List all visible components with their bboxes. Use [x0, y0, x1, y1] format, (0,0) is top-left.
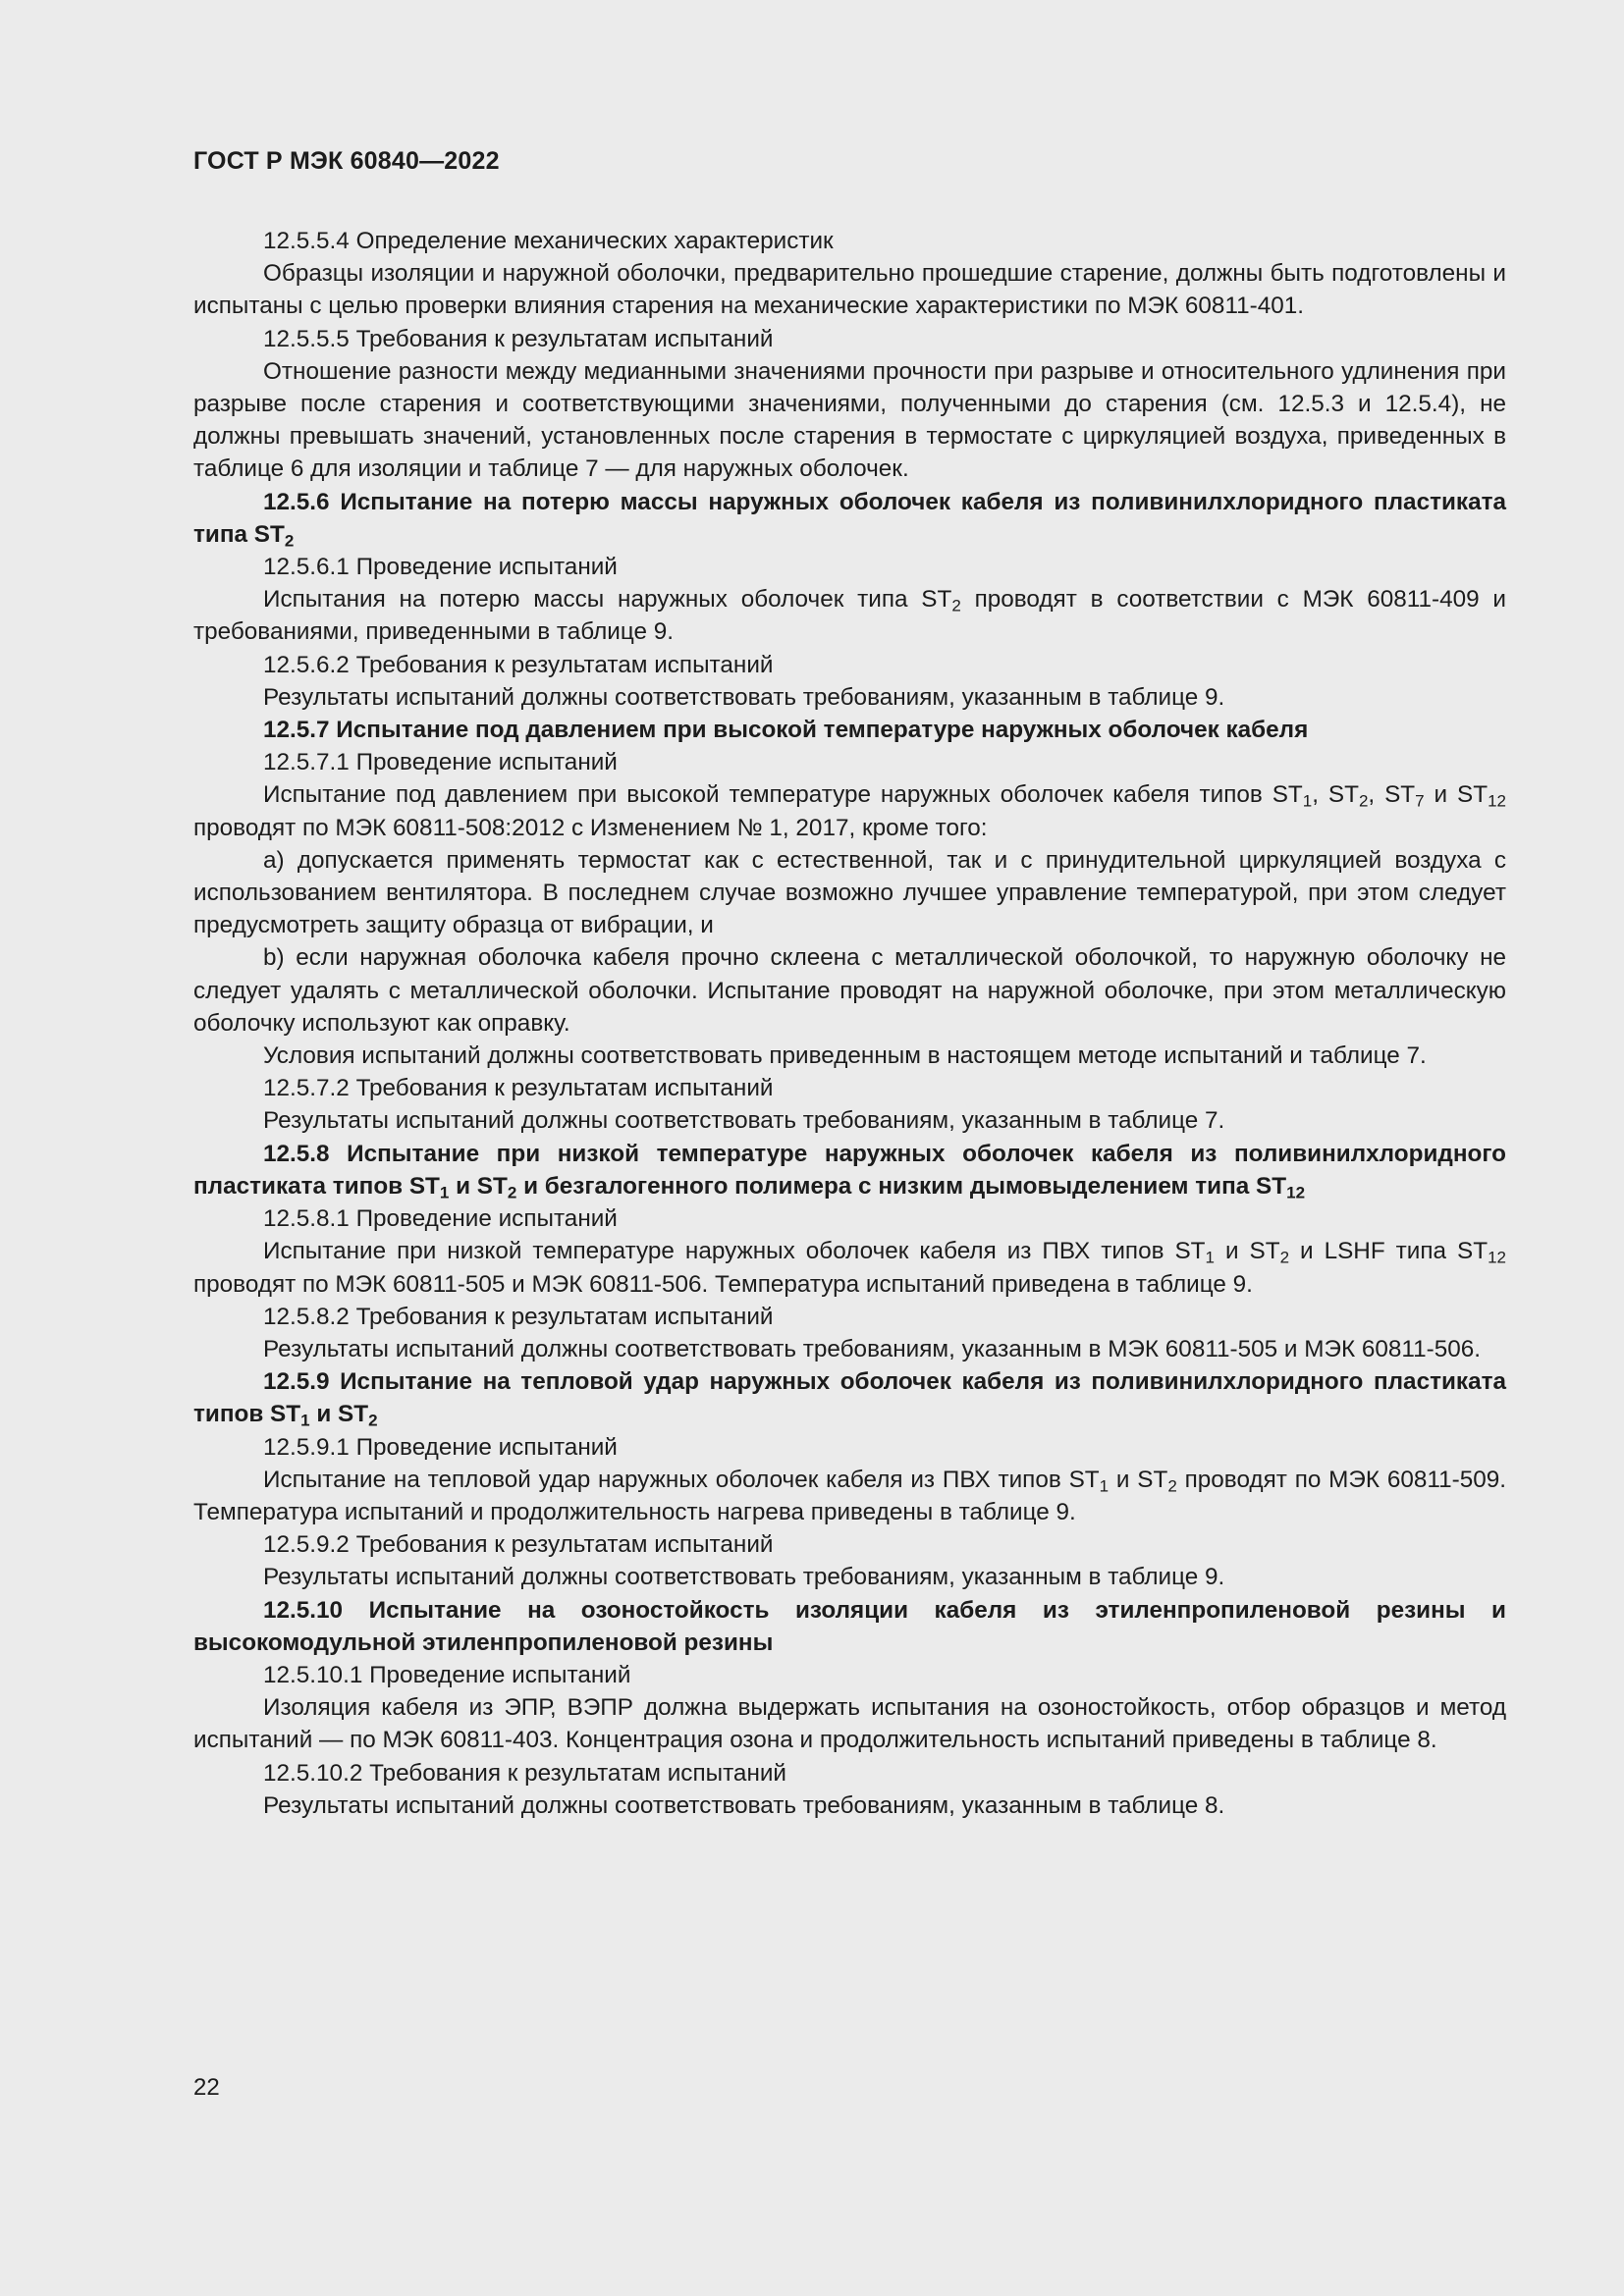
subsection-heading: 12.5.9.1 Проведение испытаний	[263, 1433, 618, 1461]
paragraph: Результаты испытаний должны соответствовать требованиям, указанным в таблице 9.	[263, 683, 1225, 711]
paragraph: Образцы изоляции и наружной оболочки, предварительно прошедшие старение, должны быть подготовлены и испытаны с целью проверки влияния старения на механические характеристики по МЭК 60811-401.	[193, 260, 1506, 320]
section-heading: 12.5.8 Испытание при низкой температуре наружных оболочек кабеля из поливинилхлоридного пластиката типов $ST_1$ и $ST_2$ и безгалогенного полимера с низким дымовыделением типа $ST_{12}$	[193, 1140, 1506, 1202]
subsection-heading: 12.5.8.1 Проведение испытаний	[263, 1205, 618, 1233]
section-heading: 12.5.7 Испытание под давлением при высокой температуре наружных оболочек кабеля	[263, 717, 1309, 744]
subsection-heading: 12.5.7.2 Требования к результатам испытаний	[263, 1075, 774, 1102]
list-item: a) допускается применять термостат как с естественной, так и с принудительной циркуляцией воздуха с использованием вентилятора. В последнем случае возможно лучшее управление температурой, при этом следует предусмотреть защиту образца от вибрации, и	[193, 846, 1506, 939]
subsection-heading: 12.5.10.2 Требования к результатам испытаний	[263, 1759, 787, 1787]
section-heading: 12.5.9 Испытание на тепловой удар наружных оболочек кабеля из поливинилхлоридного пластиката типов $ST_1$ и $ST_2$	[193, 1368, 1506, 1430]
paragraph: Результаты испытаний должны соответствовать требованиям, указанным в таблице 7.	[263, 1107, 1225, 1135]
section-heading: 12.5.6 Испытание на потерю массы наружных оболочек кабеля из поливинилхлоридного пластиката типа $ST_2$	[193, 488, 1506, 551]
document-body	[193, 225, 1506, 1822]
subsection-heading: 12.5.6.1 Проведение испытаний	[263, 554, 618, 581]
paragraph: Результаты испытаний должны соответствовать требованиям, указанным в таблице 8.	[263, 1791, 1225, 1819]
list-item: b) если наружная оболочка кабеля прочно склеена с металлической оболочкой, то наружную оболочку не следует удалять с металлической оболочки. Испытание проводят на наружной оболочке, при этом металлическую оболочку используют как оправку.	[193, 944, 1506, 1037]
subsection-heading: 12.5.7.1 Проведение испытаний	[263, 749, 618, 776]
paragraph: Результаты испытаний должны соответствовать требованиям, указанным в МЭК 60811-505 и МЭК 60811-506.	[263, 1335, 1482, 1362]
document-header: ГОСТ Р МЭК 60840—2022	[193, 147, 500, 175]
paragraph: Испытание при низкой температуре наружных оболочек кабеля из ПВХ типов $ST_1$ и $ST_2$ и LSHF типа $ST_{12}$ проводят по МЭК 60811-505 и МЭК 60811-506. Температура испытаний приведена в таблице 9.	[193, 1238, 1506, 1298]
paragraph: Отношение разности между медианными значениями прочности при разрыве и относительного удлинения при разрыве после старения и соответствующими значениями, полученными до старения (см. 12.5.3 и 12.5.4), не должны превышать значений, установленных после старения в термостате с циркуляцией воздуха, приведенных в таблице 6 для изоляции и таблице 7 — для наружных оболочек.	[193, 357, 1506, 483]
paragraph: Испытания на потерю массы наружных оболочек типа $ST_2$ проводят в соответствии с МЭК 60811-409 и требованиями, приведенными в таблице 9.	[193, 586, 1506, 646]
subsection-heading: 12.5.6.2 Требования к результатам испытаний	[263, 651, 774, 678]
paragraph: Условия испытаний должны соответствовать приведенным в настоящем методе испытаний и таблице 7.	[263, 1042, 1427, 1070]
paragraph: Испытание на тепловой удар наружных оболочек кабеля из ПВХ типов $ST_1$ и $ST_2$ проводят по МЭК 60811-509. Температура испытаний и продолжительность нагрева приведены в таблице 9.	[193, 1466, 1506, 1525]
paragraph: Результаты испытаний должны соответствовать требованиям, указанным в таблице 9.	[263, 1564, 1225, 1591]
subsection-heading: 12.5.10.1 Проведение испытаний	[263, 1661, 631, 1688]
subsection-heading: 12.5.5.5 Требования к результатам испытаний	[263, 325, 774, 352]
page-number: 22	[193, 2074, 220, 2101]
subsection-heading: 12.5.9.2 Требования к результатам испытаний	[263, 1531, 774, 1559]
paragraph: Испытание под давлением при высокой температуре наружных оболочек кабеля типов $ST_1$, $ST_2$, $ST_7$ и $ST_{12}$ проводят по МЭК 60811-508:2012 с Изменением № 1, 2017, кроме того:	[193, 781, 1506, 841]
subsection-heading: 12.5.5.4 Определение механических характеристик	[263, 228, 834, 254]
paragraph: Изоляция кабеля из ЭПР, ВЭПР должна выдержать испытания на озоностойкость, отбор образцов и метод испытаний — по МЭК 60811-403. Концентрация озона и продолжительность испытаний приведены в таблице 8.	[193, 1694, 1506, 1754]
subsection-heading: 12.5.8.2 Требования к результатам испытаний	[263, 1303, 774, 1330]
section-heading: 12.5.10 Испытание на озоностойкость изоляции кабеля из этиленпропиленовой резины и высокомодульной этиленпропиленовой резины	[193, 1596, 1506, 1656]
